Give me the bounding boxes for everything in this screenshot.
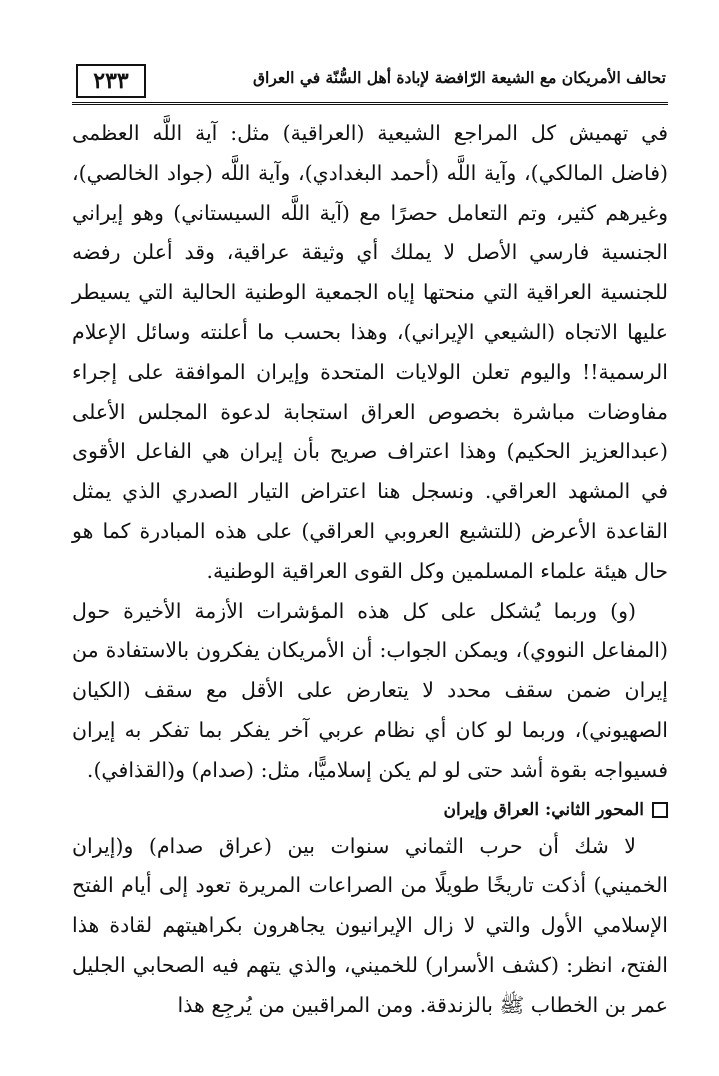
page-number: ٢٣٣ — [93, 68, 129, 94]
paragraph-1: في تهميش كل المراجع الشيعية (العراقية) مثل: آية اللَّه العظمى (فاضل المالكي)، وآية اللَّه (أحمد البغدادي)، وآية اللَّه (جواد الخالصي)، وغيرهم كثير، وتم التعامل حصرًا مع (آية اللَّه السيستاني) وهو إيراني الجنسية فارسي الأصل لا يملك أي وثيقة عراقية، وقد أعلن رفضه للجنسية العراقية التي منحتها إياه الجمعية الوطنية الحالية التي يسيطر عليها الاتجاه (الشيعي الإيراني)، وهذا بحسب ما أعلنته وسائل الإعلام الرسمية!! واليوم تعلن الولايات المتحدة وإيران الموافقة على إجراء مفاوضات مباشرة بخصوص العراق استجابة لدعوة المجلس الأعلى (عبدالعزيز الحكيم) وهذا اعتراف صريح بأن إيران هي الفاعل الأقوى في المشهد العراقي. ونسجل هنا اعتراض التيار الصدري الذي يمثل القاعدة الأعرض (للتشيع العروبي العراقي) على هذه المبادرة كما هو حال هيئة علماء المسلمين وكل القوى العراقية الوطنية. — [72, 121, 668, 583]
section-heading: المحور الثاني: العراق وإيران — [443, 799, 644, 820]
paragraph-2: (و) وربما يُشكل على كل هذه المؤشرات الأزمة الأخيرة حول (المفاعل النووي)، ويمكن الجواب: أن الأمريكان يفكرون بالاستفادة من إيران ضمن سقف محدد لا يتعارض على الأقل مع سقف (الكيان الصهيوني)، وربما لو كان أي نظام عربي آخر يفكر بما تفكر به إيران فسيواجه بقوة أشد حتى لو لم يكن إسلاميًّا، مثل: (صدام) و(القذافي). — [72, 598, 668, 782]
page-body — [72, 114, 668, 1026]
page-number-box — [76, 64, 146, 98]
section-heading-row — [72, 793, 668, 827]
running-title: تحالف الأمريكان مع الشيعة الرّافضة لإبادة أهل السُّنّة في العراق — [253, 68, 666, 87]
paragraph-3: لا شك أن حرب الثماني سنوات بين (عراق صدام) و(إيران الخميني) أذكت تاريخًا طويلًا من الصراعات المريرة تعود إلى أيام الفتح الإسلامي الأول والتي لا زال الإيرانيون يجاهرون بكراهيتهم لقادة هذا الفتح، انظر: (كشف الأسرار) للخميني، والذي يتهم فيه الصحابي الجليل عمر بن الخطاب ﷺ بالزندقة. ومن المراقبين من يُرجِع هذا — [72, 833, 668, 1017]
page-header — [72, 58, 668, 105]
checkbox-bullet-icon — [652, 802, 668, 818]
